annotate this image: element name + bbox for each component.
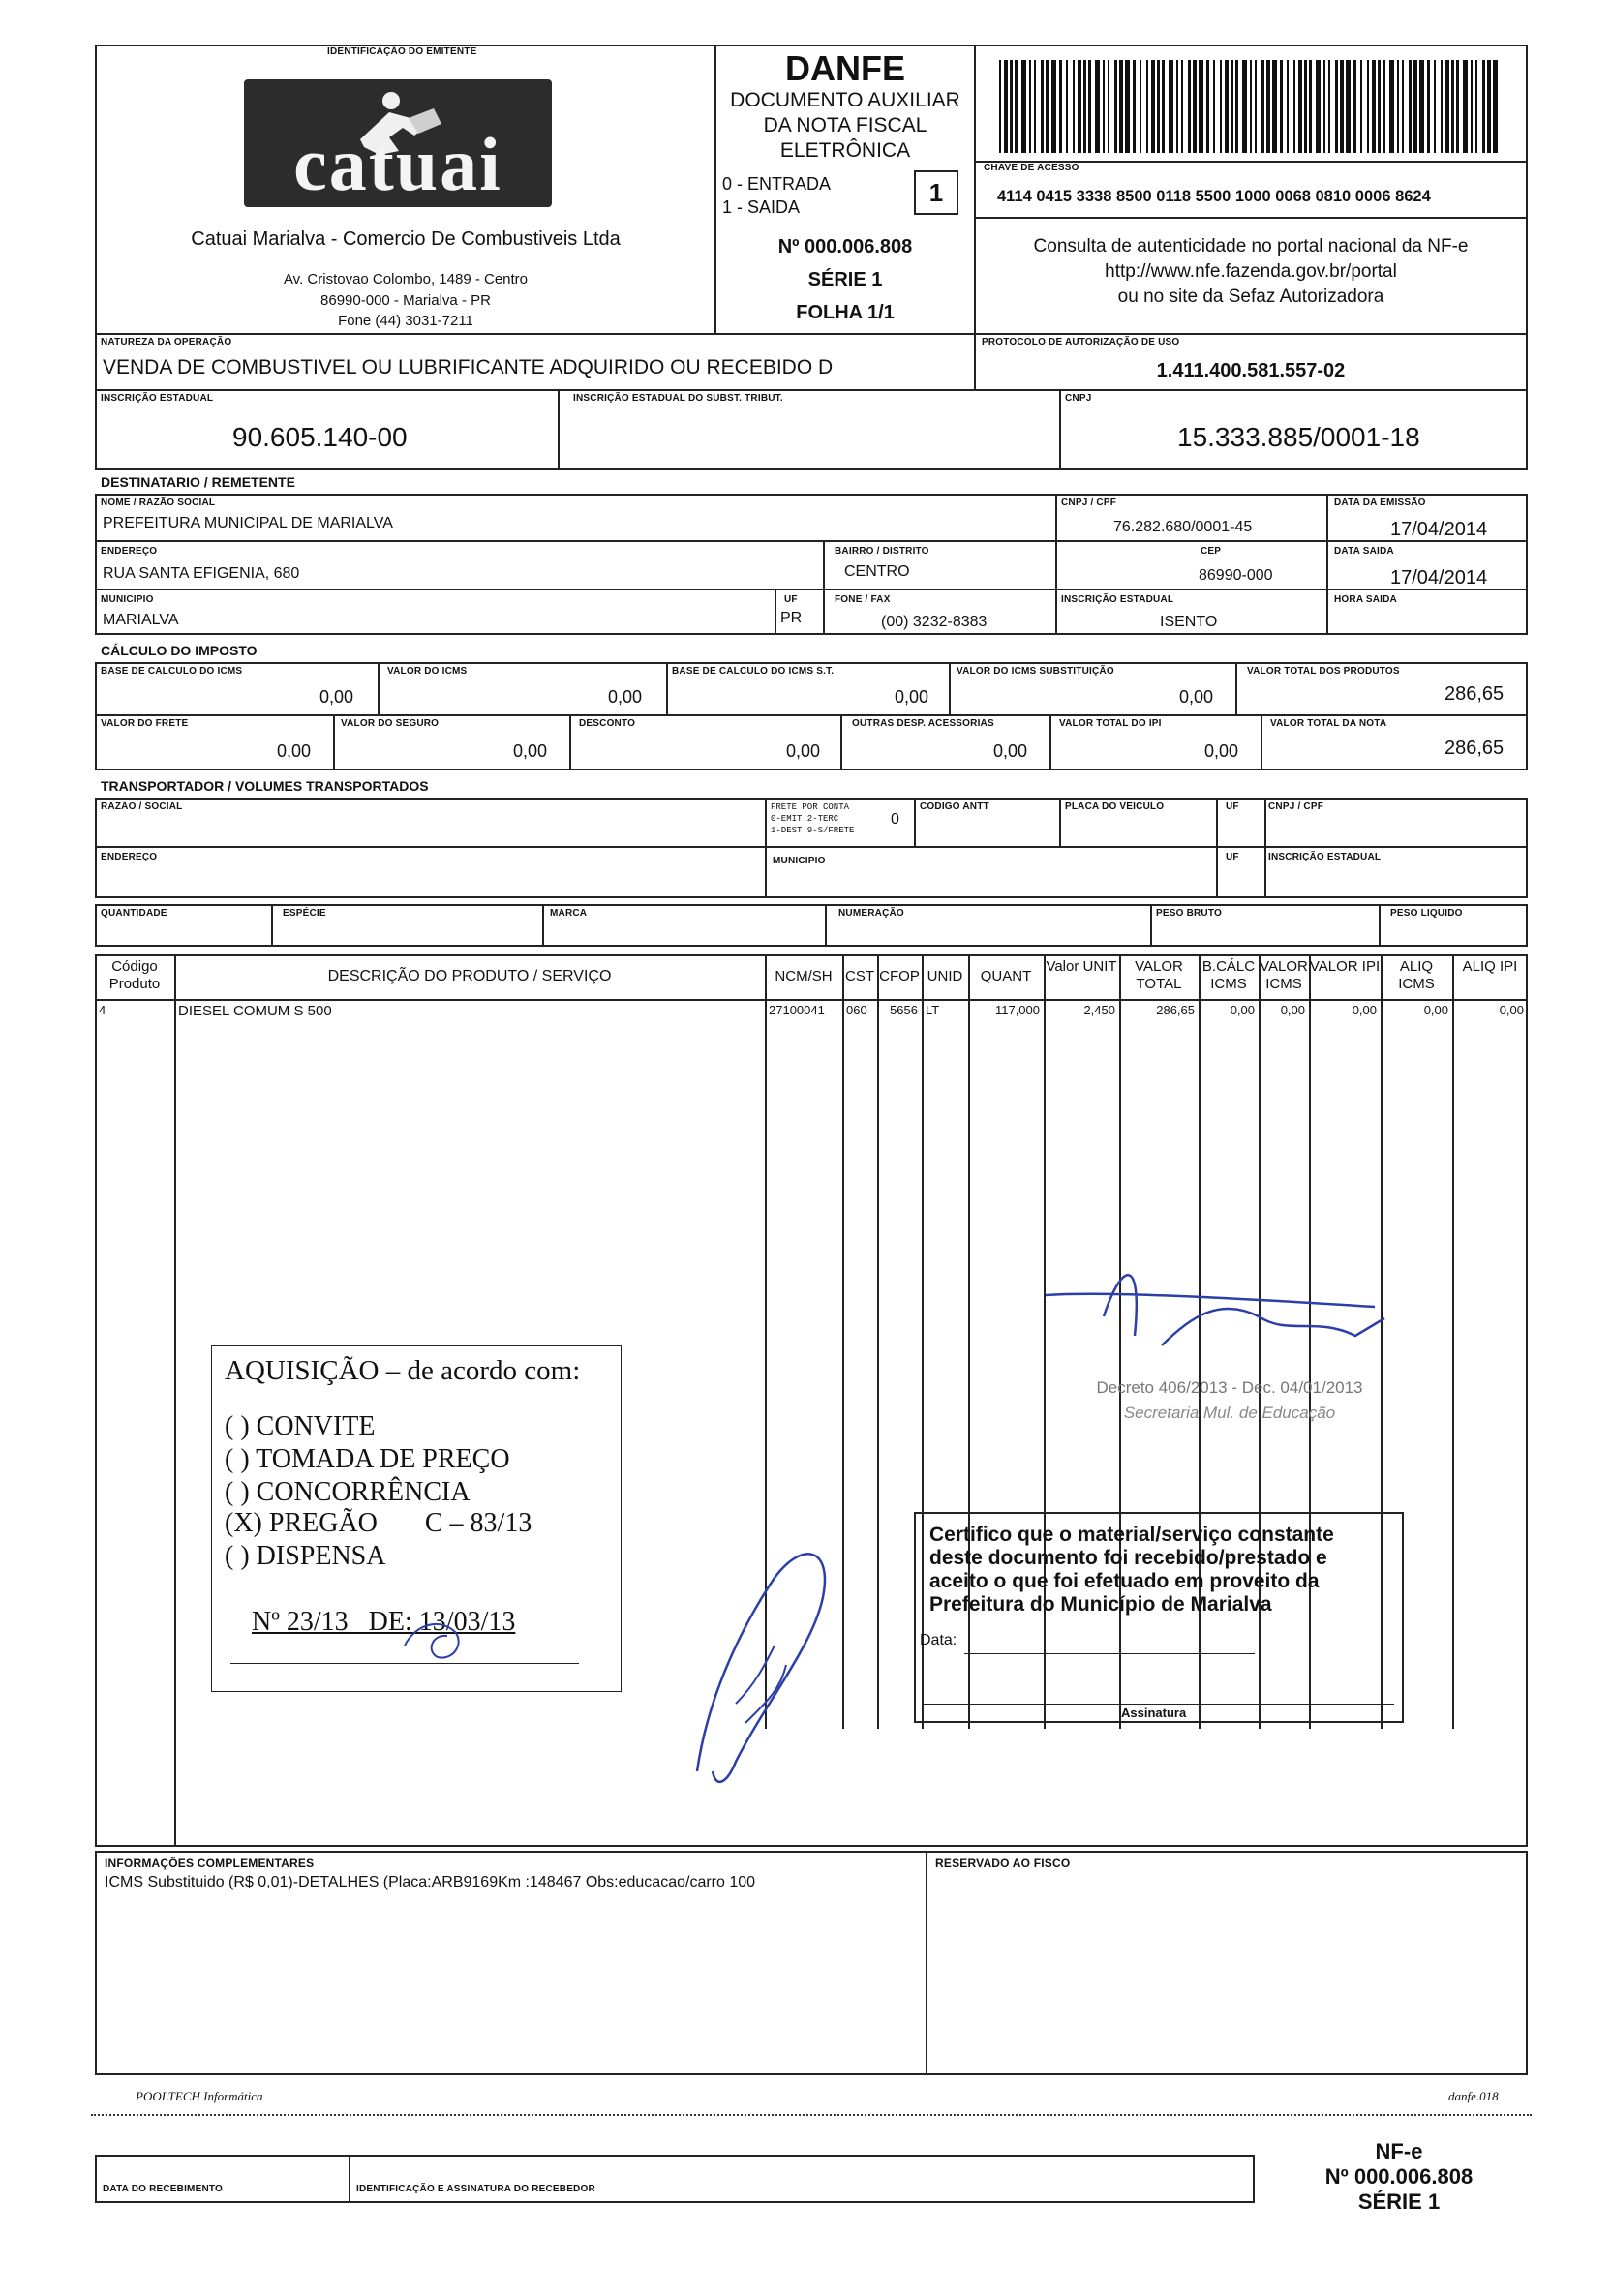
certifico-data-label: Data: (920, 1632, 957, 1648)
transp-ie-label: INSCRIÇÃO ESTADUAL (1268, 852, 1382, 862)
barcode-bar (1213, 60, 1215, 153)
barcode-bar (1041, 60, 1044, 153)
uf-value: PR (780, 610, 803, 626)
transp-cnpj-label: CNPJ / CPF (1268, 801, 1324, 812)
tipo-box: 1 (914, 170, 958, 215)
bc-icms-value: 0,00 (319, 687, 354, 707)
barcode-bar (1125, 60, 1130, 153)
stamp-opt-concorrencia: ( ) CONCORRÊNCIA (225, 1477, 471, 1507)
barcode-bar (1409, 60, 1412, 153)
barcode-bar (1029, 60, 1031, 153)
outras-value: 0,00 (993, 741, 1028, 761)
natureza-value: VENDA DE COMBUSTIVEL OU LUBRIFICANTE ADQUIRIDO OU RECEBIDO D (103, 356, 834, 378)
barcode-bar (1304, 60, 1307, 153)
stamp-opt-dispensa: ( ) DISPENSA (225, 1541, 386, 1571)
barcode-bar (1114, 60, 1117, 153)
product-column-header: Código Produto (108, 958, 161, 992)
stamp-number: Nº 23/13 DE: 13/03/13 (252, 1607, 516, 1637)
consulta-line-3: ou no site da Sefaz Autorizadora (1117, 287, 1384, 307)
product-cell: 0,00 (1280, 1003, 1305, 1017)
product-column-header: ALIQ ICMS (1398, 958, 1435, 992)
barcode-bar (1095, 60, 1100, 153)
desconto-value: 0,00 (786, 741, 821, 761)
barcode-bar (1235, 60, 1238, 153)
product-column-header: Valor UNIT (1046, 958, 1117, 975)
transp-uf2-label: UF (1226, 852, 1239, 862)
antt-label: CODIGO ANTT (920, 801, 989, 812)
desconto-label: DESCONTO (579, 718, 636, 729)
barcode-bar (1360, 60, 1362, 153)
transporte-section: TRANSPORTADOR / VOLUMES TRANSPORTADOS (101, 778, 429, 794)
danfe-subtitle-1: DOCUMENTO AUXILIAR (730, 89, 960, 111)
column-divider (842, 954, 844, 1729)
product-column-header: NCM/SH (775, 968, 833, 984)
barcode-bar (1346, 60, 1351, 153)
emitente-address1: Av. Cristovao Colombo, 1489 - Centro (283, 271, 529, 287)
placa-label: PLACA DO VEICULO (1065, 801, 1165, 812)
peso-liquido-label: PESO LIQUIDO (1390, 908, 1463, 919)
barcode-bar (1051, 60, 1056, 153)
barcode-bar (1441, 60, 1443, 153)
secretaria-stamp-line-2: Secretaria Mul. de Educação (1123, 1404, 1336, 1422)
certifico-assinatura-label: Assinatura (1121, 1706, 1187, 1720)
especie-label: ESPÉCIE (283, 908, 326, 919)
barcode-bar (1471, 60, 1473, 153)
nome-value: PREFEITURA MUNICIPAL DE MARIALVA (103, 515, 393, 531)
product-cell: DIESEL COMUM S 500 (178, 1003, 332, 1019)
consulta-line-1: Consulta de autenticidade no portal nacional da NF-e (1033, 236, 1469, 257)
frete-opts-1: FRETE POR CONTA (771, 802, 850, 812)
barcode-bar (1146, 60, 1148, 153)
barcode-bar (1413, 60, 1417, 153)
barcode-bar (1010, 60, 1013, 153)
barcode-bar (1451, 60, 1454, 153)
barcode-bar (1083, 60, 1086, 153)
barcode-bar (1287, 60, 1289, 153)
barcode-bar (1078, 60, 1081, 153)
dest-ie-value: ISENTO (1160, 614, 1218, 630)
barcode-bar (1151, 60, 1155, 153)
v-icms-value: 0,00 (608, 687, 643, 707)
barcode-bar (1169, 60, 1173, 153)
seguro-value: 0,00 (513, 741, 548, 761)
barcode-bar (1434, 60, 1436, 153)
barcode-bar (1242, 60, 1247, 153)
barcode-bar (1181, 60, 1183, 153)
ie-st-label: INSCRIÇÃO ESTADUAL DO SUBST. TRIBUT. (573, 393, 783, 404)
barcode-bar (1073, 60, 1075, 153)
v-st-value: 0,00 (1179, 687, 1214, 707)
barcode-bar (1298, 60, 1302, 153)
vendor-text: POOLTECH Informática (136, 2089, 263, 2103)
emitente-name: Catuai Marialva - Comercio De Combustiveis Ltda (191, 228, 621, 250)
barcode-bar (1046, 60, 1049, 153)
municipio-value: MARIALVA (103, 612, 179, 628)
frete-label: VALOR DO FRETE (101, 718, 189, 729)
product-cell: 2,450 (1083, 1003, 1115, 1017)
receipt-box (95, 2155, 1255, 2203)
stamp-title: AQUISIÇÃO – de acordo com: (225, 1355, 581, 1386)
destinatario-section: DESTINATARIO / REMETENTE (101, 474, 295, 490)
barcode-bar (1261, 60, 1264, 153)
cep-label: CEP (1201, 546, 1222, 557)
barcode-bar (1250, 60, 1252, 153)
cut-line (91, 2114, 1532, 2116)
bc-st-value: 0,00 (895, 687, 929, 707)
barcode-bar (1309, 60, 1312, 153)
product-column-header: ALIQ IPI (1462, 958, 1518, 975)
barcode-bar (1402, 60, 1404, 153)
frete-por-conta-value: 0 (891, 811, 899, 828)
dest-cnpj-label: CNPJ / CPF (1061, 498, 1117, 508)
peso-bruto-label: PESO BRUTO (1156, 908, 1222, 919)
barcode-bar (1015, 60, 1018, 153)
danfe-subtitle-3: ELETRÔNICA (779, 139, 911, 162)
footer-nfe-number: Nº 000.006.808 (1324, 2164, 1474, 2189)
saida-value: 17/04/2014 (1390, 567, 1488, 589)
barcode-bar (1280, 60, 1283, 153)
outras-label: OUTRAS DESP. ACESSORIAS (852, 718, 994, 729)
barcode-bar (1272, 60, 1277, 153)
info-label: INFORMAÇÕES COMPLEMENTARES (105, 1857, 315, 1870)
barcode-bar (1482, 60, 1485, 153)
footer-nfe: NF-e (1375, 2139, 1423, 2163)
cnpj-value: 15.333.885/0001-18 (1177, 422, 1420, 452)
fisco-label: RESERVADO AO FISCO (935, 1857, 1071, 1870)
fone-value: (00) 3232-8383 (881, 614, 988, 630)
barcode-bar (1157, 60, 1160, 153)
transporte-box (95, 798, 1528, 898)
product-cell: 060 (846, 1003, 867, 1017)
razao-label: RAZÃO / SOCIAL (101, 801, 183, 812)
barcode-bar (1162, 60, 1165, 153)
barcode-bar (1445, 60, 1449, 153)
barcode-bar (1389, 60, 1394, 153)
qtd-label: QUANTIDADE (101, 908, 167, 919)
frete-value: 0,00 (277, 741, 312, 761)
emitente-address2: 86990-000 - Marialva - PR (320, 292, 491, 309)
barcode-bar (1367, 60, 1369, 153)
municipio-label: MUNICIPIO (101, 594, 154, 605)
barcode-bar (1383, 60, 1385, 153)
barcode-bar (1034, 60, 1036, 153)
column-divider (174, 954, 176, 1847)
danfe-title: DANFE (785, 48, 905, 88)
bc-icms-label: BASE DE CALCULO DO ICMS (101, 666, 243, 677)
barcode (999, 60, 1503, 153)
product-cell: 0,00 (1423, 1003, 1448, 1017)
cep-value: 86990-000 (1199, 567, 1273, 584)
emitente-label: IDENTIFICAÇÃO DO EMITENTE (327, 46, 477, 57)
product-cell: 286,65 (1156, 1003, 1195, 1017)
barcode-bar (1456, 60, 1459, 153)
product-column-header: QUANT (980, 968, 1032, 984)
barcode-bar (1059, 60, 1062, 153)
product-column-header: DESCRIÇÃO DO PRODUTO / SERVIÇO (327, 968, 612, 984)
product-column-header: UNID (927, 968, 963, 984)
product-column-header: VALOR ICMS (1260, 958, 1308, 992)
column-divider (765, 954, 767, 1729)
barcode-bar (1427, 60, 1430, 153)
nota-value: 286,65 (1444, 738, 1505, 759)
barcode-bar (1255, 60, 1257, 153)
product-column-header: VALOR TOTAL (1135, 958, 1183, 992)
product-cell: 27100041 (769, 1003, 825, 1017)
seguro-label: VALOR DO SEGURO (341, 718, 440, 729)
info-text: ICMS Substituido (R$ 0,01)-DETALHES (Placa:ARB9169Km :148467 Obs:educacao/carro 100 (105, 1874, 756, 1890)
natureza-label: NATUREZA DA OPERAÇÃO (101, 337, 232, 347)
barcode-bar (1066, 60, 1068, 153)
bairro-label: BAIRRO / DISTRITO (835, 546, 929, 557)
product-cell: LT (926, 1003, 940, 1017)
v-prod-label: VALOR TOTAL DOS PRODUTOS (1247, 666, 1400, 677)
barcode-bar (1335, 60, 1338, 153)
emissao-label: DATA DA EMISSÃO (1334, 498, 1426, 508)
product-cell: 117,000 (994, 1003, 1040, 1017)
barcode-bar (1004, 60, 1008, 153)
chave-value: 4114 0415 3338 8500 0118 5500 1000 0068 0810 0006 8624 (997, 188, 1431, 205)
footer-nfe-serie: SÉRIE 1 (1357, 2190, 1441, 2214)
nome-label: NOME / RAZÃO SOCIAL (101, 498, 216, 508)
barcode-bar (1220, 60, 1222, 153)
chave-label: CHAVE DE ACESSO (984, 163, 1079, 173)
barcode-bar (1475, 60, 1477, 153)
bairro-value: CENTRO (844, 563, 910, 580)
endereco-value: RUA SANTA EFIGENIA, 680 (103, 565, 300, 582)
barcode-bar (1487, 60, 1491, 153)
column-divider (1452, 954, 1454, 1729)
barcode-bar (1119, 60, 1123, 153)
marca-label: MARCA (550, 908, 588, 919)
transp-uf-label: UF (1226, 801, 1239, 812)
bc-st-label: BASE DE CALCULO DO ICMS S.T. (672, 666, 835, 677)
entrada-option: 0 - ENTRADA (722, 174, 832, 194)
cnpj-label: CNPJ (1065, 393, 1092, 404)
barcode-bar (1193, 60, 1197, 153)
imposto-section: CÁLCULO DO IMPOSTO (101, 643, 258, 658)
stamp-opt-convite: ( ) CONVITE (225, 1411, 376, 1441)
barcode-bar (1108, 60, 1109, 153)
barcode-bar (1378, 60, 1381, 153)
certifico-text: Certifico que o material/serviço constante deste documento foi recebido/prestado e aceito o que foi efetuado em proveito da Prefeitura do Município de Marialva (929, 1524, 1334, 1616)
danfe-folha: FOLHA 1/1 (796, 302, 895, 323)
danfe-subtitle-2: DA NOTA FISCAL (763, 114, 927, 136)
barcode-bar (1199, 60, 1203, 153)
barcode-bar (1266, 60, 1270, 153)
barcode-bar (1493, 60, 1498, 153)
uf-label: UF (784, 594, 798, 605)
barcode-bar (1316, 60, 1321, 153)
consulta-line-2: http://www.nfe.fazenda.gov.br/portal (1105, 261, 1397, 282)
barcode-bar (1397, 60, 1399, 153)
ie-label: INSCRIÇÃO ESTADUAL (101, 393, 214, 404)
product-cell: 0,00 (1230, 1003, 1255, 1017)
data-recebimento-label: DATA DO RECEBIMENTO (103, 2184, 223, 2194)
v-st-label: VALOR DO ICMS SUBSTITUIÇÃO (957, 666, 1114, 677)
danfe-serie: SÉRIE 1 (807, 269, 883, 290)
protocolo-label: PROTOCOLO DE AUTORIZAÇÃO DE USO (982, 337, 1180, 347)
frete-opts-3: 1-DEST 9-S/FRETE (771, 826, 855, 835)
product-column-header: CFOP (879, 968, 920, 984)
secretaria-stamp-line-1: Decreto 406/2013 - Dec. 04/01/2013 (1096, 1378, 1363, 1397)
barcode-bar (1323, 60, 1325, 153)
ipi-label: VALOR TOTAL DO IPI (1059, 718, 1162, 729)
danfe-number: Nº 000.006.808 (777, 236, 913, 257)
endereco-label: ENDEREÇO (101, 546, 158, 557)
column-divider (877, 954, 879, 1729)
barcode-bar (1463, 60, 1468, 153)
barcode-bar (1231, 60, 1233, 153)
fone-label: FONE / FAX (835, 594, 891, 605)
ident-recebedor-label: IDENTIFICAÇÃO E ASSINATURA DO RECEBEDOR (356, 2184, 595, 2194)
danfe-code: danfe.018 (1448, 2089, 1499, 2103)
stamp-opt-pregao: (X) PREGÃO C – 83/13 (225, 1508, 532, 1538)
product-column-header: VALOR IPI (1309, 958, 1381, 975)
v-prod-value: 286,65 (1444, 683, 1505, 705)
barcode-bar (1021, 60, 1026, 153)
barcode-bar (1353, 60, 1356, 153)
v-icms-label: VALOR DO ICMS (387, 666, 468, 677)
barcode-bar (999, 60, 1001, 153)
emissao-value: 17/04/2014 (1390, 519, 1488, 540)
transp-endereco-label: ENDEREÇO (101, 852, 158, 862)
barcode-bar (1088, 60, 1091, 153)
barcode-bar (1176, 60, 1178, 153)
barcode-bar (1293, 60, 1295, 153)
dest-cnpj-value: 76.282.680/0001-45 (1113, 519, 1253, 535)
saida-option: 1 - SAIDA (722, 197, 801, 217)
barcode-bar (1225, 60, 1229, 153)
barcode-bar (1328, 60, 1330, 153)
barcode-bar (1372, 60, 1376, 153)
product-column-header: CST (845, 968, 874, 984)
saida-label: DATA SAIDA (1334, 546, 1394, 557)
ie-value: 90.605.140-00 (232, 422, 408, 452)
frete-opts-2: 0-EMIT 2-TERC (771, 814, 839, 824)
product-cell: 5656 (890, 1003, 918, 1017)
barcode-bar (1340, 60, 1344, 153)
numeracao-label: NUMERAÇÃO (838, 908, 904, 919)
fisco-box (926, 1851, 1528, 2075)
barcode-bar (1419, 60, 1424, 153)
logo-text: catuai (293, 122, 502, 206)
product-cell: 0,00 (1499, 1003, 1524, 1017)
barcode-bar (1140, 60, 1141, 153)
protocolo-value: 1.411.400.581.557-02 (1156, 360, 1346, 381)
product-column-header: B.CÁLC ICMS (1201, 958, 1256, 992)
hora-label: HORA SAIDA (1334, 594, 1397, 605)
transp-municipio-label: MUNICIPIO (773, 856, 826, 866)
barcode-bar (1103, 60, 1105, 153)
barcode-bar (1133, 60, 1136, 153)
dest-ie-label: INSCRIÇÃO ESTADUAL (1061, 594, 1174, 605)
stamp-opt-tomada: ( ) TOMADA DE PREÇO (225, 1444, 510, 1474)
product-cell: 0,00 (1352, 1003, 1377, 1017)
company-logo (244, 79, 552, 207)
barcode-bar (1206, 60, 1209, 153)
barcode-bar (1188, 60, 1191, 153)
product-cell: 4 (99, 1003, 106, 1017)
emitente-phone: Fone (44) 3031-7211 (338, 313, 473, 329)
ipi-value: 0,00 (1204, 741, 1239, 761)
nota-label: VALOR TOTAL DA NOTA (1270, 718, 1387, 729)
